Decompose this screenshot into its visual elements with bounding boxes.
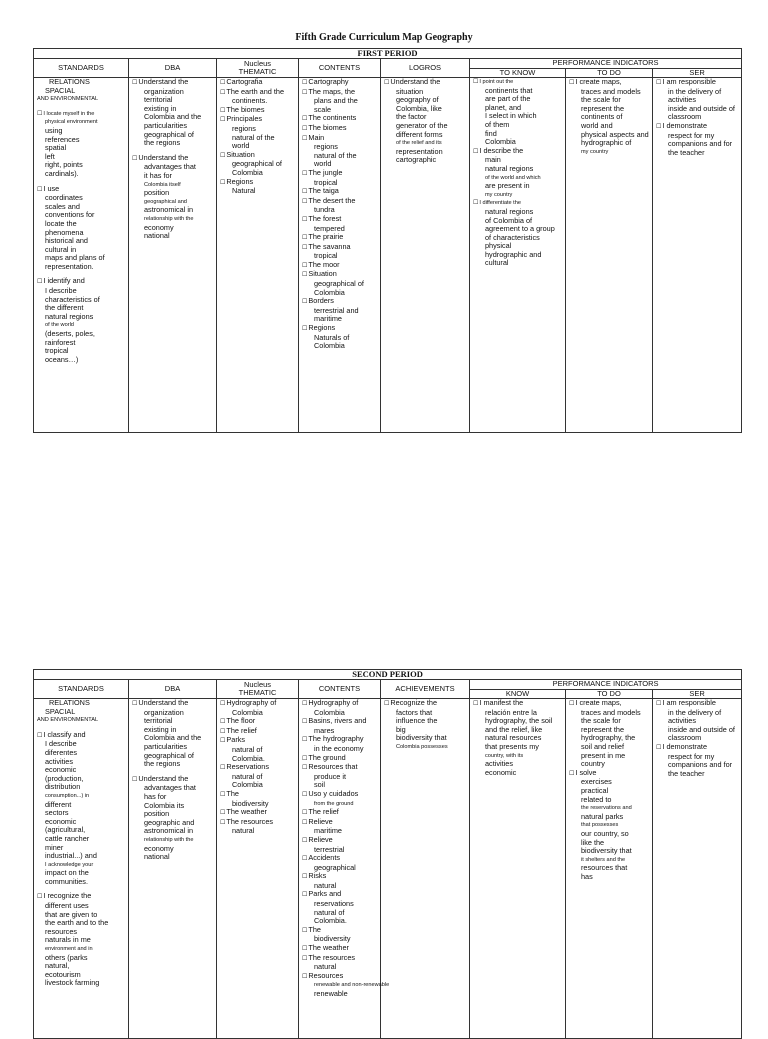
know-cell: ☐ I manifest the relación entre la hydrography, the soil and the relief, like natural resources that presents my country, with its activities economic [470,699,566,1039]
header-ser: SER [653,68,742,78]
header-performance-indicators: PERFORMANCE INDICATORS [470,59,742,69]
header-to-do: TO DO [566,689,653,699]
to-know-cell: ☐ I point out the continents that are part of the planet, and I select in which of them find Colombia ☐ I describe the main natural regions of the world and which are present in my country ☐ I differentiate the natural regions of Colombia of agreement to a group of characteristics physical hydrographic and cultural [470,78,566,433]
contents-cell: ☐ Hydrography of Colombia ☐ Basins, rivers and mares ☐ The hydrography in the economy ☐ The ground ☐ Resources that produce it soil ☐ Uso y cuidados from the ground ☐ The relief ☐ Relieve maritime ☐ Relieve terrestrial ☐ Accidents geographical ☐ Risks natural ☐ Parks and reservations natural of Colombia. ☐ The biodiversity ☐ The weather ☐ The resources natural ☐ Resources renewable and non-renewable renewable [299,699,381,1039]
header-logros: LOGROS [381,59,470,78]
dba-cell: ☐ Understand the organization territorial existing in Colombia and the particularities geographical of the regions ☐ Understand the advantages that has for Colombia its position geographic and astronomical in relationship with the economy national [129,699,217,1039]
standards-cell: RELATIONS SPACIAL AND ENVIRONMENTAL ☐ I locate myself in the physical environment using references spatial left right, points cardinals). ☐ I use coordinates scales and conventions for locate the phenomena historical and cultural in maps and plans of representation. ☐ I identify and I describe characteristics of the different natural regions of the world (deserts, poles, rainforest tropical oceans…) [34,78,129,433]
logros-cell: ☐ Understand the situation geography of Colombia, like the factor generator of the different forms of the relief and its representation cartographic [381,78,470,433]
period-title: FIRST PERIOD [34,49,742,59]
nucleus-cell: ☐ Cartografia ☐ The earth and the continents. ☐ The biomes ☐ Principales regions natural of the world ☐ Situation geographical of Colombia ☐ Regions Natural [217,78,299,433]
contents-cell: ☐ Cartography ☐ The maps, the plans and the scale ☐ The continents ☐ The biomes ☐ Main regions natural of the world ☐ The jungle tropical ☐ The taiga ☐ The desert the tundra ☐ The forest tempered ☐ The prairie ☐ The savanna tropical ☐ The moor ☐ Situation geographical of Colombia ☐ Borders terrestrial and maritime ☐ Regions Naturals of Colombia [299,78,381,433]
header-ser: SER [653,689,742,699]
period-title: SECOND PERIOD [34,670,742,680]
header-nucleus: Nucleus THEMATIC [217,59,299,78]
header-know: KNOW [470,689,566,699]
header-contents: CONTENTS [299,680,381,699]
header-dba: DBA [129,59,217,78]
dba-cell: ☐ Understand the organization territorial existing in Colombia and the particularities geographical of the regions ☐ Understand the advantages that it has for Colombia itself position geographical and astronomical in relationship with the economy national [129,78,217,433]
header-standards: STANDARDS [34,680,129,699]
header-performance-indicators: PERFORMANCE INDICATORS [470,680,742,690]
header-standards: STANDARDS [34,59,129,78]
header-contents: CONTENTS [299,59,381,78]
ser-cell: ☐ I am responsible in the delivery of activities inside and outside of classroom ☐ I demonstrate respect for my companions and for the teacher [653,699,742,1039]
header-nucleus: Nucleus THEMATIC [217,680,299,699]
ser-cell: ☐ I am responsible in the delivery of activities inside and outside of classroom ☐ I demonstrate respect for my companions and for the teacher [653,78,742,433]
header-to-know: TO KNOW [470,68,566,78]
to-do-cell: ☐ I create maps, traces and models the scale for represent the continents of world and physical aspects and hydrographic of my country [566,78,653,433]
to-do-cell: ☐ I create maps, traces and models the scale for represent the hydrography, the soil and relief present in me country ☐ I solve exercises practical related to the reservations and natural parks that possesses our country, so like the biodiversity that it shelters and the resources that has [566,699,653,1039]
header-dba: DBA [129,680,217,699]
header-achievements: ACHIEVEMENTS [381,680,470,699]
achievements-cell: ☐ Recognize the factors that influence the big biodiversity that Colombia possesses [381,699,470,1039]
second-period-table [33,669,742,1039]
nucleus-cell: ☐ Hydrography of Colombia ☐ The floor ☐ The relief ☐ Parks natural of Colombia. ☐ Reservations natural of Colombia ☐ The biodiversity ☐ The weather ☐ The resources natural [217,699,299,1039]
first-period-table [33,48,742,433]
header-to-do: TO DO [566,68,653,78]
standards-cell: RELATIONS SPACIAL AND ENVIRONMENTAL ☐ I classify and I describe diferentes activities economic (production, distribution consumption...) in different sectors economic (agricultural, cattle rancher miner industrial...) and I acknowledge your impact on the communities. ☐ I recognize the different uses that are given to the earth and to the resources naturals in me environment and in others (parks natural, ecotourism livestock farming [34,699,129,1039]
document-title: Fifth Grade Curriculum Map Geography [295,32,473,43]
